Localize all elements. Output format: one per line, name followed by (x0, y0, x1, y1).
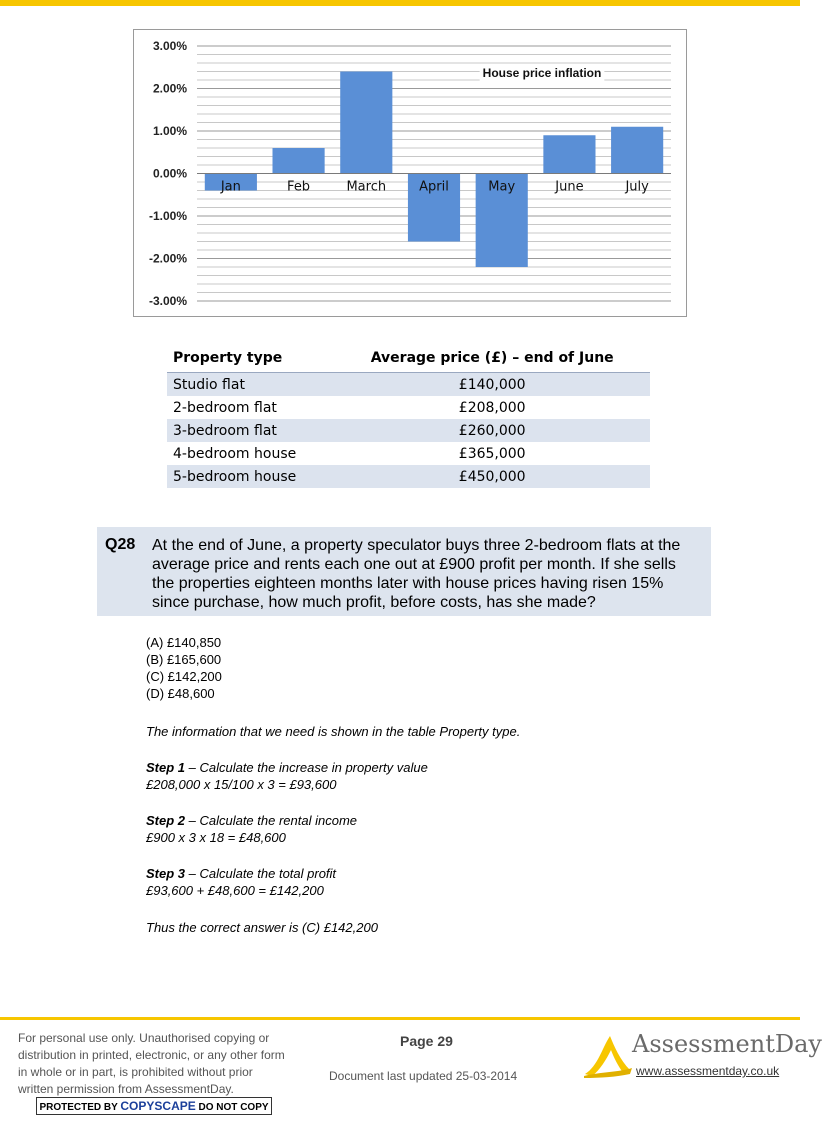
option-c: (C) £142,200 (146, 669, 222, 684)
step-label: Step 2 (146, 813, 186, 828)
step-description: – Calculate the total profit (185, 866, 337, 881)
question-box (97, 527, 711, 616)
price-cell: £365,000 (458, 445, 526, 462)
step-label: Step 3 (146, 866, 186, 881)
step-label: Step 1 (146, 760, 186, 775)
category-label: Jan (220, 179, 241, 195)
y-tick-label: 0.00% (152, 166, 187, 181)
category-label: March (346, 179, 387, 195)
category-label: Feb (287, 179, 311, 195)
category-label: June (555, 179, 584, 195)
property-type-cell: 3-bedroom flat (167, 419, 334, 442)
chart-title: House price inflation (482, 66, 602, 80)
category-label: May (488, 179, 516, 195)
step-description: – Calculate the rental income (185, 813, 357, 828)
property-type-cell: Studio flat (167, 373, 334, 397)
bar (543, 135, 595, 173)
answer-options (146, 634, 222, 702)
bar (273, 148, 325, 174)
option-b: (B) £165,600 (146, 652, 222, 667)
price-cell: £208,000 (458, 399, 526, 416)
step-calculation: £93,600 + £48,600 = £142,200 (146, 883, 324, 898)
header-property-type: Property type (173, 349, 283, 366)
chart-canvas (134, 30, 686, 316)
table-row (167, 419, 650, 442)
bar (611, 127, 663, 174)
step-calculation: £900 x 3 x 18 = £48,600 (146, 830, 286, 845)
table-row (167, 396, 650, 419)
step-3 (146, 865, 336, 899)
copyscape-brand: COPYSCAPE (120, 1099, 196, 1113)
copyscape-prefix: PROTECTED BY (39, 1102, 121, 1113)
table-header-row (167, 343, 650, 373)
explanation-intro: The information that we need is shown in the table Property type. (146, 724, 521, 739)
bar (340, 72, 392, 174)
y-tick-label: 3.00% (152, 39, 187, 53)
table-row (167, 373, 650, 397)
step-2 (146, 812, 357, 846)
category-label: July (625, 179, 649, 195)
table-row (167, 465, 650, 488)
website-link[interactable]: www.assessmentday.co.uk (636, 1064, 780, 1078)
price-cell: £140,000 (334, 373, 650, 397)
last-updated: Document last updated 25-03-2014 (329, 1069, 518, 1083)
price-cell: £260,000 (334, 419, 650, 442)
property-type-cell: 5-bedroom house (167, 465, 334, 488)
question-number: Q28 (105, 536, 136, 553)
copyscape-suffix: DO NOT COPY (195, 1102, 269, 1113)
copyright-notice: For personal use only. Unauthorised copying or distribution in printed, electronic, or any other form in whole or in part, is prohibited without prior written permission from AssessmentDay. (18, 1031, 285, 1096)
step-calculation: £208,000 x 15/100 x 3 = £93,600 (146, 777, 337, 792)
question-text: At the end of June, a property speculator buys three 2-bedroom flats at the average price and rents each one out at £900 profit per month. If she sells the properties eighteen months later with house prices having risen 15% since purchase, how much profit, before costs, has she made? (152, 537, 681, 611)
y-tick-label: -3.00% (148, 294, 187, 308)
property-type-cell: 4-bedroom house (173, 445, 297, 462)
top-accent-bar (0, 0, 800, 6)
y-tick-label: -2.00% (148, 251, 187, 266)
step-description: – Calculate the increase in property value (185, 760, 428, 775)
option-d: (D) £48,600 (146, 686, 215, 701)
brand-name: AssessmentDay (632, 1030, 822, 1058)
footer-accent-line (0, 1017, 800, 1020)
y-tick-label: -1.00% (148, 209, 187, 223)
header-average-price: Average price (£) – end of June (370, 349, 614, 366)
page-number: Page 29 (400, 1033, 453, 1049)
y-tick-label: 2.00% (152, 81, 187, 96)
price-cell: £450,000 (334, 465, 650, 488)
category-label: April (419, 179, 449, 195)
option-a: (A) £140,850 (146, 635, 222, 650)
conclusion: Thus the correct answer is (C) £142,200 (146, 920, 378, 935)
copyscape-badge[interactable] (36, 1097, 272, 1115)
property-table (167, 343, 650, 488)
y-tick-label: 1.00% (152, 124, 187, 138)
property-type-cell: 2-bedroom flat (173, 399, 277, 416)
step-1 (146, 759, 428, 793)
house-price-chart (133, 29, 687, 317)
table-row (167, 442, 650, 465)
